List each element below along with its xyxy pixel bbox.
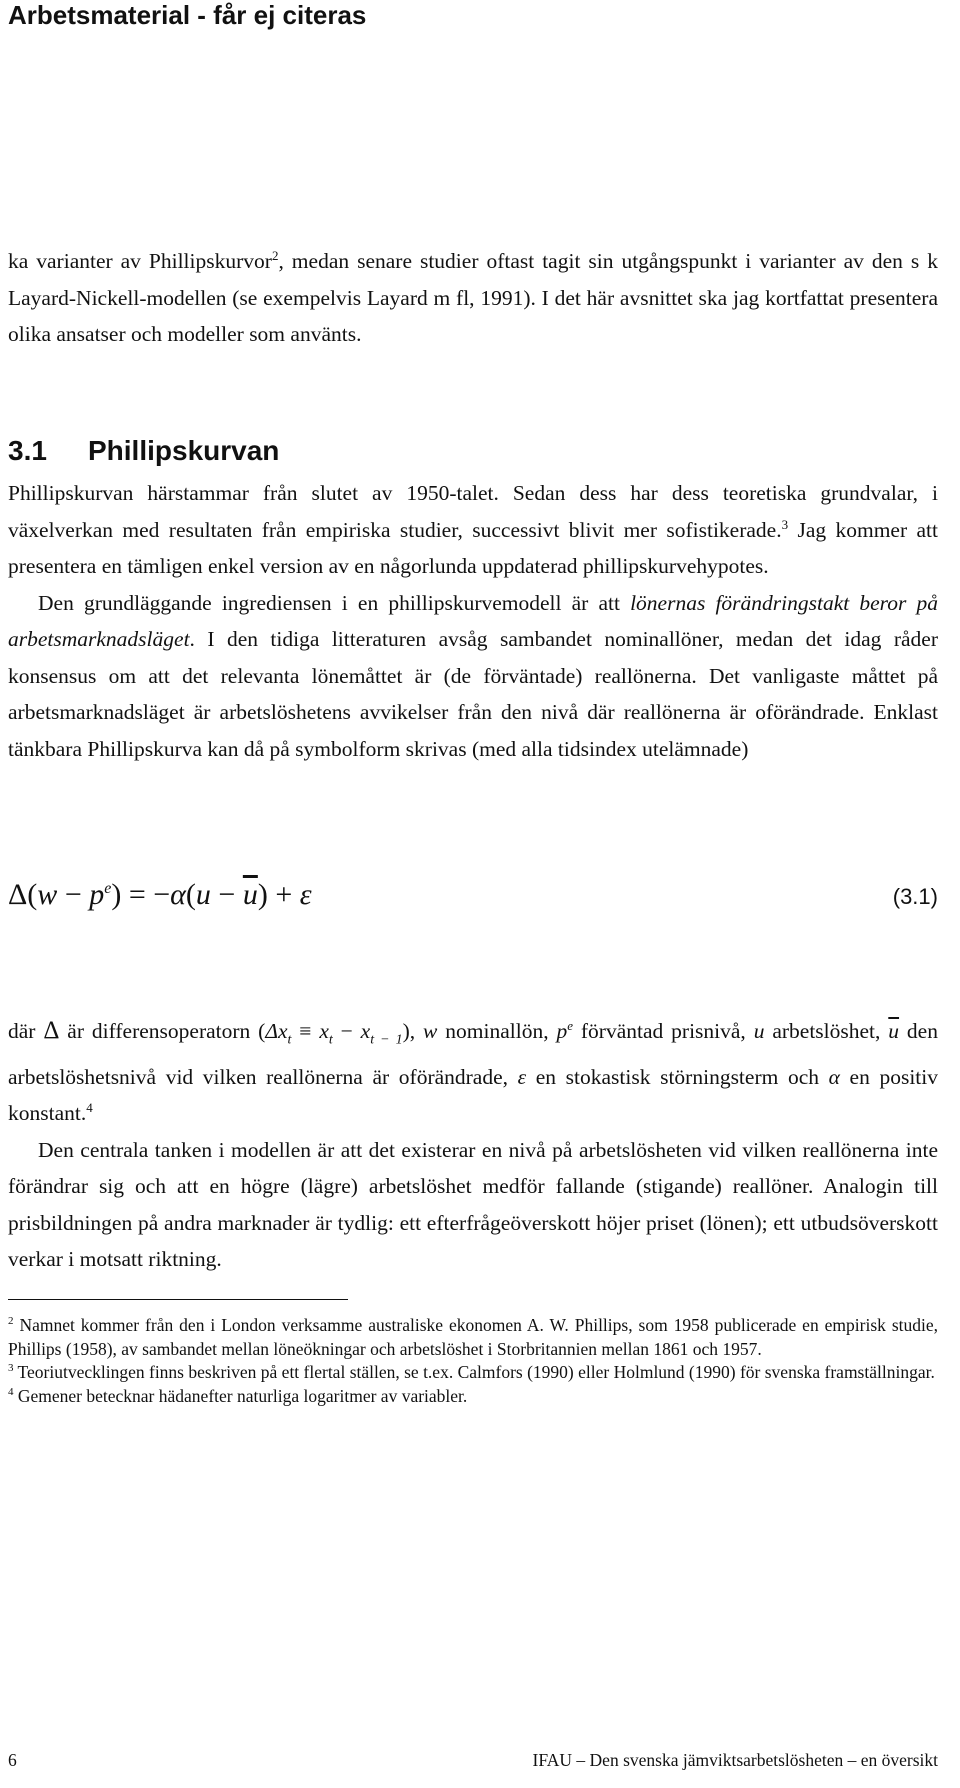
p3-u: u	[753, 1019, 765, 1043]
paragraph-2	[8, 585, 938, 768]
p3-t6: arbetslöshet,	[764, 1019, 889, 1043]
intro-text-2: , medan senare studier oftast tagit sin utgångspunkt i varianter av den s k Layard-Nickell-modellen (se exempelvis Layard m fl, 1991). I det här avsnittet ska jag kortfattat presentera olika ansatser och modeller som använts.	[8, 249, 938, 346]
p3-t7: den arbetslöshetsnivå vid vilken reallönerna är oförändrade,	[8, 1019, 938, 1089]
footnotes	[8, 1314, 938, 1408]
p3-x2: x	[360, 1019, 371, 1043]
equation-formula	[8, 878, 312, 912]
footnote-3-number: 3	[8, 1362, 14, 1375]
eq-epsilon: ε	[299, 878, 312, 911]
p3-sub-t1: t	[287, 1032, 292, 1048]
definitions-body	[8, 1013, 938, 1278]
p3-dx: Δx	[265, 1019, 288, 1043]
footnote-2-number: 2	[8, 1315, 14, 1328]
footnote-3	[8, 1361, 938, 1385]
footnote-divider	[8, 1299, 348, 1300]
p3-w: w	[423, 1019, 438, 1043]
eq-close-equals: ) = −	[111, 878, 171, 911]
footnote-4-number: 4	[8, 1385, 14, 1398]
p3-equiv: ≡	[291, 1019, 320, 1043]
section-heading	[8, 435, 279, 467]
p3-u-bar: $\overline{u}$	[888, 1019, 900, 1043]
footnote-4	[8, 1385, 938, 1409]
eq-open-paren: (	[27, 878, 38, 911]
p3-alpha: α	[828, 1064, 840, 1089]
section-body	[8, 475, 938, 767]
eq-alpha: α	[170, 878, 186, 911]
p3-sub-t2: t	[328, 1032, 333, 1048]
para2-italic: lönernas förändringstakt beror på arbetsmarknadsläget	[8, 590, 938, 651]
section-title: Phillipskurvan	[88, 435, 280, 466]
eq-u-bar: $\overline{u}$	[242, 878, 258, 911]
eq-delta: Δ	[8, 878, 28, 911]
p3-t3: ),	[402, 1019, 424, 1043]
p3-t9: en positiv konstant.	[8, 1064, 938, 1126]
eq-p: p	[89, 878, 105, 911]
eq-minus-2: −	[210, 878, 243, 911]
running-header: Arbetsmaterial - får ej citeras	[8, 0, 367, 30]
paragraph-1	[8, 475, 938, 585]
eq-open-paren-2: (	[185, 878, 196, 911]
page-number: 6	[8, 1750, 17, 1770]
p3-p: p	[556, 1019, 568, 1043]
intro-text-1: ka varianter av Phillipskurvor	[8, 249, 272, 273]
footnote-ref-2[interactable]: 2	[271, 247, 279, 263]
footnote-2-text: Namnet kommer från den i London verksamme australiske ekonomen A. W. Phillips, som 1958 publicerade en empirisk studie, Phillips (1958), av sambandet mellan löneökningar och arbetslöshet i Storbritannien mellan 1861 och 1957.	[8, 1315, 938, 1359]
footnote-3-text: Teoriutvecklingen finns beskriven på ett flertal ställen, se t.ex. Calmfors (1990) eller Holmlund (1990) för svenska framställningar.	[13, 1362, 935, 1382]
intro-paragraph	[8, 243, 938, 353]
p3-t2: är differensoperatorn (	[59, 1019, 266, 1043]
p3-t4: nominallön,	[437, 1019, 557, 1043]
eq-minus: −	[57, 878, 90, 911]
footnote-2	[8, 1314, 938, 1361]
section-number: 3.1	[8, 435, 47, 466]
eq-superscript-e: e	[104, 880, 112, 897]
para1-text-1: Phillipskurvan härstammar från slutet av 1950-talet. Sedan dess har dess teoretiska grundvalar, i växelverkan med resultaten från empiriska studier, successivt blivit mer sofistikerade.	[8, 481, 938, 542]
para2-text-2: . I den tidiga litteraturen avsåg sambandet nominallöner, medan det idag råder konsensus om att det relevanta lönemåttet är (de förväntade) reallönerna. Det vanligaste måttet på arbetsmarknadsläget är arbetslöshetens avvikelser från den nivå där reallönerna är oförändrade. Enklast tänkbara Phillipskurva kan då på symbolform skrivas (med alla tidsindex utelämnade)	[8, 627, 938, 761]
p3-minus: −	[332, 1019, 361, 1043]
footnote-4-text: Gemener betecknar hädanefter naturliga logaritmer av variabler.	[13, 1385, 468, 1406]
para2-text-1: Den grundläggande ingrediensen i en phillipskurvemodell är att	[38, 590, 631, 615]
footnote-ref-4[interactable]: 4	[86, 1100, 93, 1116]
p3-t1: där	[8, 1019, 44, 1043]
p3-epsilon: ε	[517, 1064, 527, 1089]
footnote-ref-3[interactable]: 3	[781, 516, 789, 532]
footer-title: IFAU – Den svenska jämviktsarbetslösheten – en översikt	[532, 1750, 938, 1770]
p3-t5: förväntad prisnivå,	[573, 1019, 754, 1043]
eq-w: w	[37, 878, 58, 911]
paragraph-3	[8, 1013, 938, 1132]
equation-number: (3.1)	[892, 884, 938, 909]
eq-u: u	[195, 878, 211, 911]
p3-sub-t3: t − 1	[370, 1032, 403, 1048]
eq-close-plus: ) +	[257, 878, 300, 911]
equation-3-1	[8, 878, 938, 922]
p3-delta: Δ	[43, 1017, 60, 1044]
p3-superscript-e: e	[567, 1017, 573, 1033]
p3-t8: en stokastisk störningsterm och	[526, 1064, 829, 1089]
p3-x1: x	[319, 1019, 329, 1043]
para1-text-2: Jag kommer att presentera en tämligen enkel version av en någorlunda uppdaterad phillipskurvehypotes.	[8, 517, 938, 578]
paragraph-4: Den centrala tanken i modellen är att det existerar en nivå på arbetslösheten vid vilken reallönerna inte förändrar sig och att en högre (lägre) arbetslöshet medför fallande (stigande) reallöner. Analogin till prisbildningen på andra marknader är tydlig: ett efterfrågeöverskott höjer priset (lönen); ett utbudsöverskott verkar i motsatt riktning.	[8, 1137, 938, 1272]
